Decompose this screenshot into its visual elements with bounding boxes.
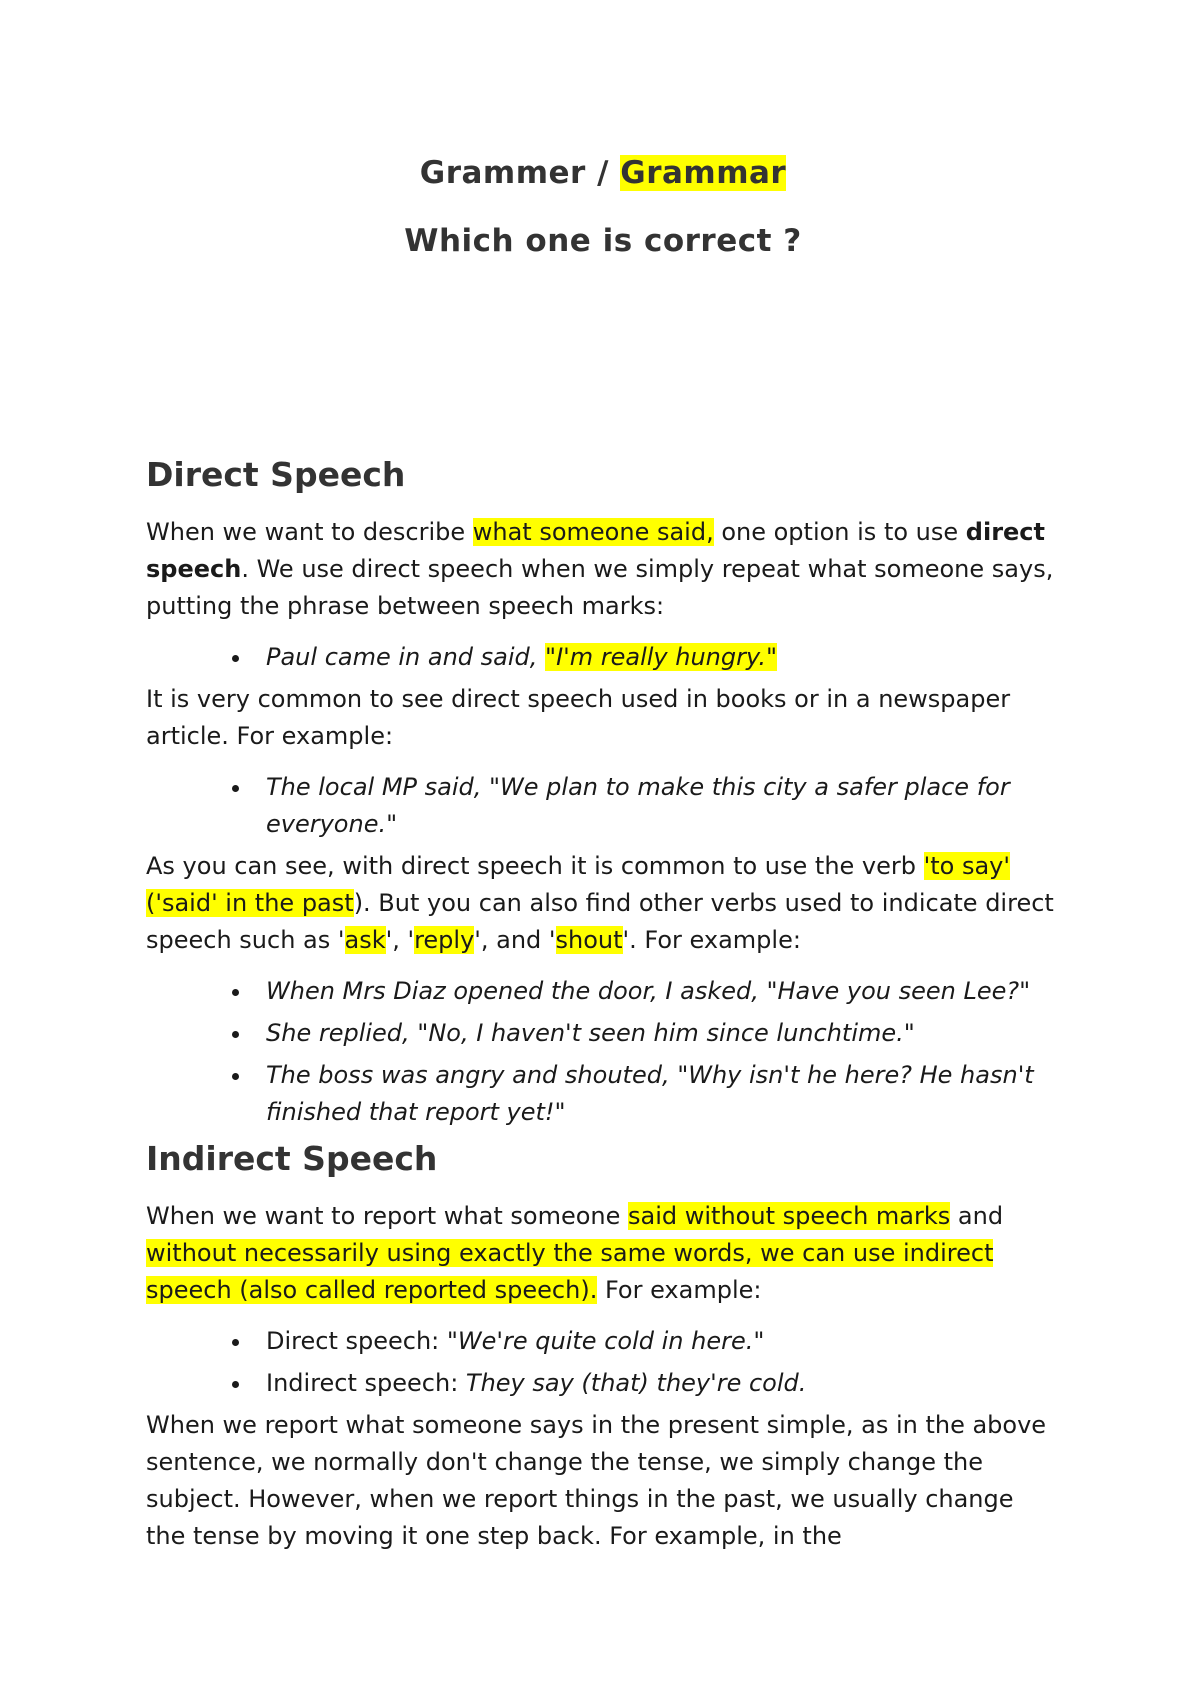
text-run: and: [950, 1202, 1004, 1230]
text-run: When we want to describe: [146, 518, 473, 546]
list-item: [266, 639, 1060, 676]
text-run: Paul came in and said,: [266, 643, 546, 671]
text-run: '. For example:: [622, 926, 801, 954]
text-run: one option is to use: [713, 518, 966, 546]
indirect-intro-paragraph: [146, 1198, 1060, 1309]
direct-example-list-2: [146, 769, 1060, 843]
text-run: When we want to report what someone: [146, 1202, 629, 1230]
text-run: As you can see, with direct speech it is common to use the verb: [146, 852, 924, 880]
indirect-example-list: [146, 1323, 1060, 1402]
list-item: She replied, "No, I haven't seen him since lunchtime.": [266, 1015, 1060, 1052]
list-item: [266, 1365, 1060, 1402]
italic-run: They say (that) they're cold.: [465, 1369, 807, 1397]
highlight-run: "I'm really hungry.": [545, 643, 778, 671]
bold-term: direct speech: [146, 518, 1045, 583]
highlight-run: reply: [414, 926, 475, 954]
title-block: [146, 150, 1060, 264]
text-run: Direct speech:: [266, 1327, 447, 1355]
title-correct-highlight: Grammar: [620, 155, 787, 191]
direct-verbs-paragraph: [146, 848, 1060, 959]
text-run: Indirect speech:: [266, 1369, 466, 1397]
list-item: The boss was angry and shouted, "Why isn't he here? He hasn't finished that report yet!": [266, 1057, 1060, 1131]
title-misspelled: Grammer /: [419, 155, 621, 191]
text-run: ', and ': [474, 926, 556, 954]
highlight-run: said without speech marks: [628, 1202, 951, 1230]
highlight-run: ask: [344, 926, 386, 954]
direct-example-list-3: [146, 973, 1060, 1131]
highlight-run: 'to say' ('said' in the past: [146, 852, 1010, 917]
text-run: ). But you can also find other verbs used to indicate direct speech such as ': [146, 889, 1054, 954]
page-title: [146, 150, 1060, 196]
text-run: . We use direct speech when we simply repeat what someone says, putting the phrase between speech marks:: [146, 555, 1054, 620]
text-run: ', ': [385, 926, 415, 954]
direct-books-paragraph: It is very common to see direct speech used in books or in a newspaper article. For example:: [146, 685, 1011, 750]
page-subtitle: Which one is correct ?: [404, 223, 802, 259]
highlight-run: shout: [555, 926, 623, 954]
direct-intro-paragraph: [146, 514, 1060, 625]
highlight-run: what someone said,: [472, 518, 714, 546]
indirect-speech-heading: Indirect Speech: [146, 1139, 438, 1178]
text-run: For example:: [597, 1276, 762, 1304]
list-item: When Mrs Diaz opened the door, I asked, "Have you seen Lee?": [266, 973, 1060, 1010]
highlight-run: without necessarily using exactly the same words, we can use indirect speech (also called reported speech).: [146, 1239, 994, 1304]
indirect-tense-paragraph: When we report what someone says in the present simple, as in the above sentence, we normally don't change the tense, we simply change the subject. However, when we report things in the past, we usually change the tense by moving it one step back. For example, in the: [146, 1411, 1047, 1550]
italic-run: "We're quite cold in here.": [446, 1327, 765, 1355]
direct-example-list-1: [146, 639, 1060, 676]
direct-speech-heading: Direct Speech: [146, 455, 406, 494]
list-item: The local MP said, "We plan to make this city a safer place for everyone.": [266, 769, 1060, 843]
list-item: [266, 1323, 1060, 1360]
